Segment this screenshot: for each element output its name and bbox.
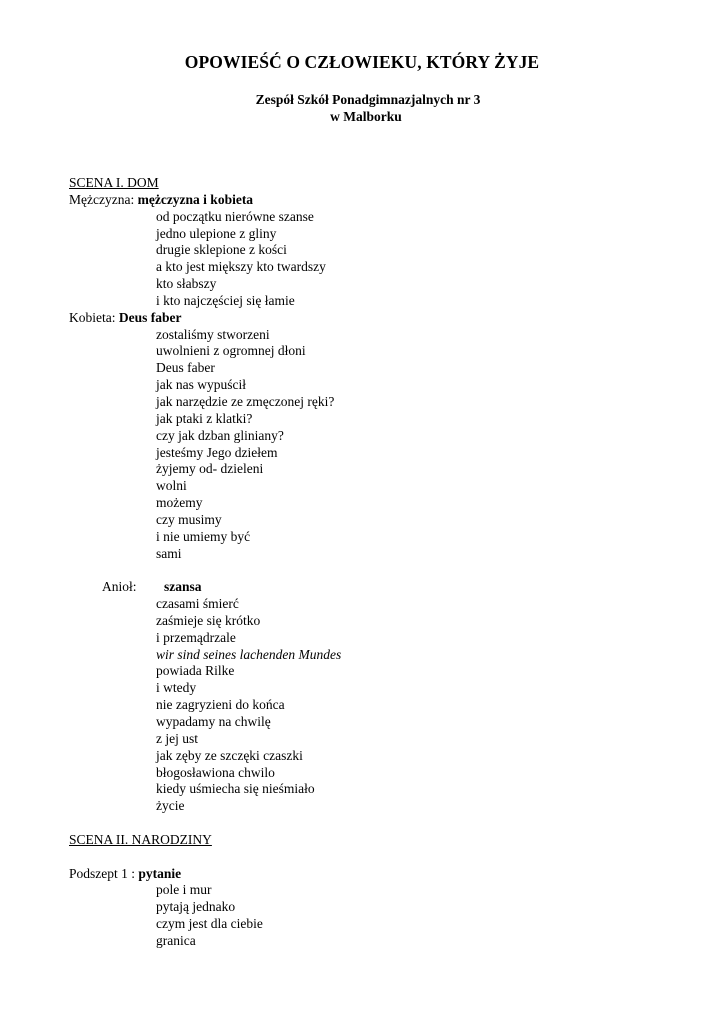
verse-line: jedno ulepione z gliny xyxy=(156,225,277,241)
verse-line: sami xyxy=(156,545,182,561)
angel-speaker-line xyxy=(0,579,724,596)
verse-line: czasami śmierć xyxy=(156,596,239,612)
man-speaker-line xyxy=(0,192,724,209)
podszept-speaker-line xyxy=(0,866,724,883)
speaker-cue: szansa xyxy=(164,579,202,595)
verse-line: nie zagryzieni do końca xyxy=(156,697,285,713)
verse-line: jak narzędzie ze zmęczonej ręki? xyxy=(156,393,335,409)
verse-line: i kto najczęściej się łamie xyxy=(156,292,295,308)
verse-line: jak zęby ze szczęki czaszki xyxy=(156,747,303,763)
verse-line: i wtedy xyxy=(156,680,197,696)
speaker-label: Anioł: xyxy=(102,579,137,595)
rilke-quote-line: wir sind seines lachenden Mundes xyxy=(156,646,342,662)
scene-heading-text: SCENA I. DOM xyxy=(69,175,159,190)
woman-speaker-line xyxy=(0,310,724,327)
verse-line: powiada Rilke xyxy=(156,663,235,679)
speaker-cue: mężczyzna i kobieta xyxy=(137,191,254,207)
script-body xyxy=(0,175,724,950)
verse-line: czy jak dzban gliniany? xyxy=(156,427,284,443)
verse-line: czym jest dla ciebie xyxy=(156,916,263,932)
verse-line: drugie sklepione z kości xyxy=(156,242,287,258)
speaker-label: Mężczyzna: xyxy=(69,191,138,207)
verse-line: i nie umiemy być xyxy=(156,528,251,544)
verse-line: wypadamy na chwilę xyxy=(156,714,271,729)
verse-line: czy musimy xyxy=(156,511,222,527)
speaker-cue: pytanie xyxy=(138,865,182,881)
verse-line: życie xyxy=(156,798,185,814)
verse-line: wolni xyxy=(156,478,187,494)
scene-1-heading xyxy=(0,175,724,192)
verse-line: żyjemy od- dzieleni xyxy=(156,461,264,477)
verse-line: Deus faber xyxy=(156,360,215,376)
speaker-label: Kobieta: xyxy=(69,309,119,325)
speaker-label: Podszept 1 : xyxy=(69,865,139,881)
verse-line: jesteśmy Jego dziełem xyxy=(156,444,278,460)
document-title: OPOWIEŚĆ O CZŁOWIEKU, KTÓRY ŻYJE xyxy=(184,52,540,72)
verse-line: od początku nierówne szanse xyxy=(156,208,314,224)
verse-line: kiedy uśmiecha się nieśmiało xyxy=(156,781,315,797)
verse-line: pytają jednako xyxy=(156,899,236,915)
verse-line: zostaliśmy stworzeni xyxy=(156,326,270,342)
verse-line: kto słabszy xyxy=(156,276,217,292)
blank-line xyxy=(0,815,724,832)
speaker-cue: Deus faber xyxy=(118,309,182,325)
scene-2-heading xyxy=(0,832,724,849)
school-town: w Malborku xyxy=(330,109,402,124)
verse-line: z jej ust xyxy=(156,730,198,746)
verse-line: a kto jest miększy kto twardszy xyxy=(156,259,326,275)
school-name: Zespół Szkół Ponadgimnazjalnych nr 3 xyxy=(255,92,481,107)
verse-line: jak ptaki z klatki? xyxy=(156,410,253,426)
blank-line xyxy=(0,849,724,866)
verse-line: błogosławiona chwilo xyxy=(156,764,275,780)
scene-heading-text: SCENA II. NARODZINY xyxy=(69,831,212,847)
verse-line: pole i mur xyxy=(156,882,212,898)
verse-line: i przemądrzale xyxy=(156,629,236,645)
verse-line: jak nas wypuścił xyxy=(156,377,246,393)
verse-line: możemy xyxy=(156,495,203,511)
blank-line xyxy=(0,562,724,579)
verse-line: zaśmieje się krótko xyxy=(156,612,261,628)
verse-line: granica xyxy=(156,932,196,948)
verse-line: uwolnieni z ogromnej dłoni xyxy=(156,343,306,359)
